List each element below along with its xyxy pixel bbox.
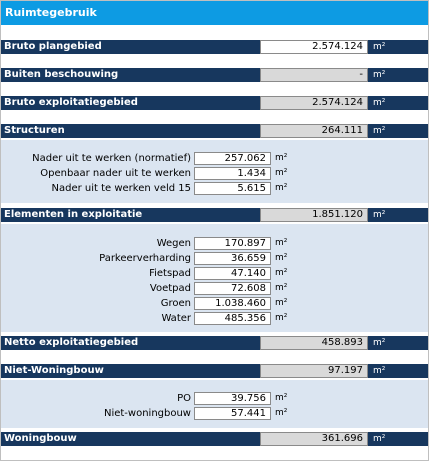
row-label: Nader uit te werken veld 15	[51, 183, 191, 194]
row-label: PO	[177, 393, 191, 404]
unit-label: m²	[275, 298, 288, 308]
unit-label: m²	[373, 434, 386, 444]
list-item	[1, 182, 429, 195]
list-item	[1, 392, 429, 405]
unit-label: m²	[275, 183, 288, 193]
unit-label: m²	[275, 168, 288, 178]
unit-label: m²	[373, 126, 386, 136]
unit-label: m²	[373, 210, 386, 220]
row-value-input[interactable]: 47.140	[194, 267, 271, 280]
structuren-row	[1, 124, 429, 138]
row-value-input[interactable]: 1.038.460	[194, 297, 271, 310]
list-item	[1, 312, 429, 325]
unit-label: m²	[275, 153, 288, 163]
unit-label: m²	[275, 408, 288, 418]
row-label: Voetpad	[149, 283, 191, 294]
structuren-label: Structuren	[4, 125, 65, 136]
elementen-label: Elementen in exploitatie	[4, 209, 143, 220]
elementen-value[interactable]: 1.851.120	[260, 208, 368, 222]
woningbouw-value[interactable]: 361.696	[260, 432, 368, 446]
list-item	[1, 282, 429, 295]
row-label: Parkeerverharding	[99, 253, 191, 264]
bruto-exploitatiegebied-row	[1, 96, 429, 110]
unit-label: m²	[275, 313, 288, 323]
buiten-beschouwing-label: Buiten beschouwing	[4, 69, 119, 80]
row-value-input[interactable]: 170.897	[194, 237, 271, 250]
row-label: Fietspad	[149, 268, 191, 279]
list-item	[1, 407, 429, 420]
list-item	[1, 252, 429, 265]
list-item	[1, 237, 429, 250]
row-value-input[interactable]: 36.659	[194, 252, 271, 265]
buiten-beschouwing-row	[1, 68, 429, 82]
woningbouw-row	[1, 432, 429, 446]
row-value-input[interactable]: 485.356	[194, 312, 271, 325]
row-label: Water	[161, 313, 191, 324]
unit-label: m²	[373, 42, 386, 52]
row-value-input[interactable]: 57.441	[194, 407, 271, 420]
niet-woningbouw-label: Niet-Woningbouw	[4, 365, 104, 376]
woningbouw-label: Woningbouw	[4, 433, 77, 444]
netto-value[interactable]: 458.893	[260, 336, 368, 350]
row-value-input[interactable]: 72.608	[194, 282, 271, 295]
unit-label: m²	[275, 238, 288, 248]
elementen-panel	[1, 224, 429, 332]
niet-woningbouw-value[interactable]: 97.197	[260, 364, 368, 378]
buiten-beschouwing-value[interactable]: -	[260, 68, 368, 82]
row-label: Nader uit te werken (normatief)	[32, 153, 191, 164]
bruto-plangebied-label: Bruto plangebied	[4, 41, 102, 52]
row-value-input[interactable]: 1.434	[194, 167, 271, 180]
netto-label: Netto exploitatiegebied	[4, 337, 139, 348]
structuren-value[interactable]: 264.111	[260, 124, 368, 138]
bruto-plangebied-row	[1, 40, 429, 54]
row-label: Groen	[160, 298, 191, 309]
bruto-plangebied-value[interactable]: 2.574.124	[260, 40, 368, 54]
niet-woningbouw-row	[1, 364, 429, 378]
bruto-exploitatiegebied-value[interactable]: 2.574.124	[260, 96, 368, 110]
row-value-input[interactable]: 5.615	[194, 182, 271, 195]
list-item	[1, 167, 429, 180]
list-item	[1, 297, 429, 310]
unit-label: m²	[275, 393, 288, 403]
list-item	[1, 267, 429, 280]
unit-label: m²	[373, 338, 386, 348]
elementen-row	[1, 208, 429, 222]
unit-label: m²	[275, 253, 288, 263]
sheet-title: Ruimtegebruik	[1, 1, 429, 25]
row-value-input[interactable]: 257.062	[194, 152, 271, 165]
unit-label: m²	[373, 70, 386, 80]
row-label: Wegen	[156, 238, 191, 249]
unit-label: m²	[275, 283, 288, 293]
structuren-panel	[1, 140, 429, 203]
row-label: Niet-woningbouw	[103, 408, 191, 419]
row-label: Openbaar nader uit te werken	[40, 168, 191, 179]
list-item	[1, 152, 429, 165]
row-value-input[interactable]: 39.756	[194, 392, 271, 405]
unit-label: m²	[373, 366, 386, 376]
unit-label: m²	[373, 98, 386, 108]
bruto-exploitatiegebied-label: Bruto exploitatiegebied	[4, 97, 138, 108]
netto-exploitatiegebied-row	[1, 336, 429, 350]
niet-woningbouw-panel	[1, 380, 429, 428]
unit-label: m²	[275, 268, 288, 278]
